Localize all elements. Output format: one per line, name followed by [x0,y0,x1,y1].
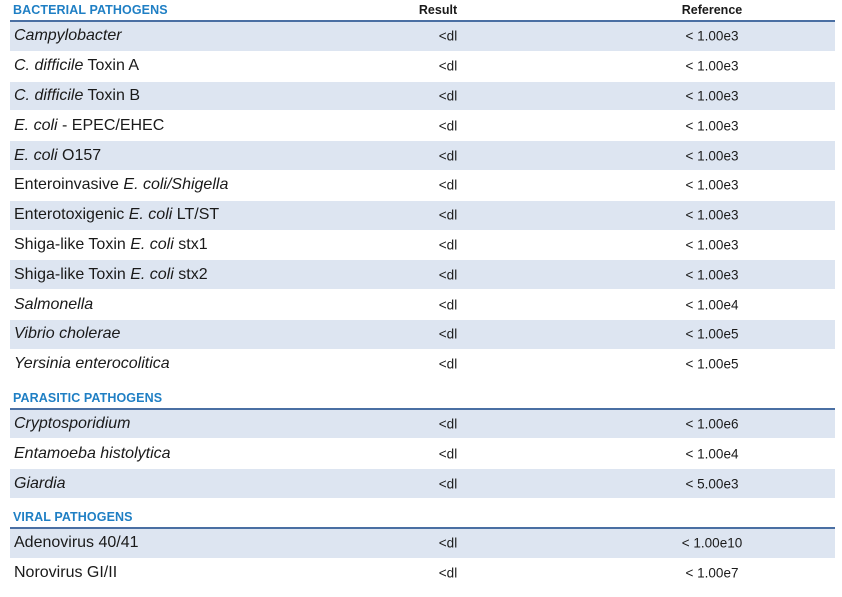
reference-value: < 5.00e3 [685,476,739,492]
result-value: <dl [438,326,458,342]
table-row [10,260,835,290]
result-value: <dl [438,28,458,44]
result-value: <dl [438,237,458,253]
pathogen-name-part: E. coli [130,265,174,283]
pathogen-name [14,117,164,135]
table-row [10,171,835,201]
table-row [10,141,835,171]
pathogen-name [14,296,93,314]
result-value: <dl [438,177,458,193]
reference-value: < 1.00e5 [685,326,739,342]
pathogen-name-part: E. coli [130,235,174,253]
result-value: <dl [438,267,458,283]
section-parasitic [10,388,835,499]
pathogen-name [14,206,219,224]
pathogen-name [14,475,66,493]
pathogen-name-part: Toxin A [83,57,140,75]
result-value: <dl [438,58,458,74]
reference-value: < 1.00e6 [685,416,739,432]
pathogen-name-part: E. coli/Shigella [123,176,229,194]
result-value: <dl [438,416,458,432]
reference-value: < 1.00e3 [685,88,739,104]
pathogen-name-part: Shiga-like Toxin [14,235,131,253]
section-title: PARASITIC PATHOGENS [13,390,163,405]
table-row [10,82,835,112]
reference-value: < 1.00e3 [685,207,739,223]
result-value: <dl [438,297,458,313]
result-value: <dl [438,88,458,104]
result-value: <dl [438,565,458,581]
reference-value: < 1.00e3 [685,148,739,164]
pathogen-report [10,0,835,589]
result-value: <dl [438,207,458,223]
pathogen-name-part: O157 [57,146,102,164]
pathogen-name-part: LT/ST [172,206,220,224]
pathogen-name-part: Shiga-like Toxin [14,265,131,283]
pathogen-name-part: E. coli [14,116,58,134]
reference-value: < 1.00e10 [681,535,743,551]
section-bacterial [10,0,835,380]
reference-value: < 1.00e3 [685,58,739,74]
reference-value: < 1.00e3 [685,177,739,193]
reference-value: < 1.00e3 [685,28,739,44]
reference-value: < 1.00e3 [685,118,739,134]
result-column-header: Result [418,3,458,17]
result-value: <dl [438,476,458,492]
section-header [10,507,835,529]
pathogen-name [14,355,170,373]
table-row [10,410,835,440]
table-row [10,290,835,320]
table-row [10,320,835,350]
pathogen-name [14,87,140,105]
pathogen-name-part: Enteroinvasive [14,176,124,194]
pathogen-name [14,147,101,165]
pathogen-name-part: C. difficile [14,86,84,104]
result-value: <dl [438,535,458,551]
pathogen-name-part: E. coli [14,146,58,164]
result-value: <dl [438,118,458,134]
section-header [10,0,835,22]
pathogen-name-part: Salmonella [14,295,94,313]
result-value: <dl [438,148,458,164]
pathogen-name-part: Yersinia enterocolitica [14,355,170,373]
pathogen-name [14,57,139,75]
pathogen-name-part: Giardia [14,474,66,492]
pathogen-name-part: Vibrio cholerae [14,325,121,343]
reference-value: < 1.00e7 [685,565,739,581]
pathogen-name [14,564,117,582]
pathogen-name-part: Campylobacter [14,27,122,45]
reference-value: < 1.00e3 [685,267,739,283]
table-row [10,559,835,589]
pathogen-name-part: - EPEC/EHEC [57,116,165,134]
pathogen-name-part: Norovirus GI/II [14,564,118,582]
pathogen-name [14,236,208,254]
reference-value: < 1.00e5 [685,356,739,372]
table-row [10,439,835,469]
pathogen-name-part: Enterotoxigenic [14,206,129,224]
result-value: <dl [438,356,458,372]
table-row [10,529,835,559]
table-row [10,22,835,52]
section-viral [10,507,835,589]
pathogen-name-part: Cryptosporidium [14,414,131,432]
section-title: BACTERIAL PATHOGENS [13,3,168,17]
pathogen-name [14,325,120,343]
result-value: <dl [438,446,458,462]
reference-column-header: Reference [681,3,743,17]
table-row [10,201,835,231]
pathogen-name [14,534,139,552]
pathogen-name [14,176,228,194]
reference-value: < 1.00e4 [685,446,739,462]
pathogen-name [14,445,171,463]
section-header [10,388,835,410]
pathogen-name-part: E. coli [128,206,173,224]
pathogen-name-part: stx1 [173,235,208,253]
table-row [10,350,835,380]
reference-value: < 1.00e3 [685,237,739,253]
pathogen-name [14,27,122,45]
pathogen-name-part: Adenovirus 40/41 [14,534,139,552]
pathogen-name-part: Toxin B [83,86,140,104]
table-row [10,469,835,499]
pathogen-name-part: C. difficile [14,57,84,75]
pathogen-name-part: stx2 [173,265,208,283]
section-title: VIRAL PATHOGENS [13,509,133,524]
pathogen-name-part: Entamoeba histolytica [14,444,171,462]
pathogen-name [14,415,130,433]
table-row [10,231,835,261]
reference-value: < 1.00e4 [685,297,739,313]
table-row [10,111,835,141]
table-row [10,52,835,82]
pathogen-name [14,266,208,284]
